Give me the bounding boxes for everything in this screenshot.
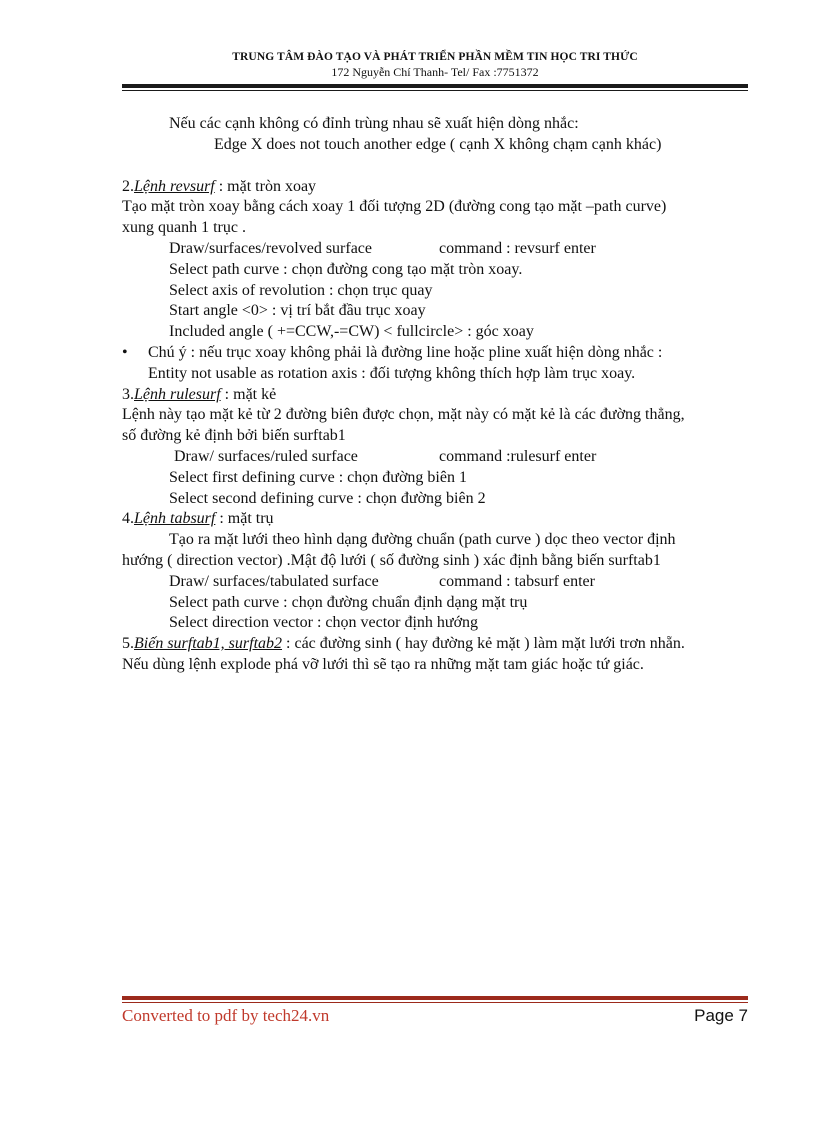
section-2-step-3: Start angle <0> : vị trí bắt đầu trục xoay: [169, 302, 426, 320]
intro-line-1: Nếu các cạnh không có đỉnh trùng nhau sẽ xuất hiện dòng nhắc:: [169, 115, 579, 132]
section-3-desc-1: Lệnh này tạo mặt kẻ từ 2 đường biên được chọn, mặt này có mặt kẻ là các đường thẳng,: [122, 406, 685, 424]
section-2-note: [122, 343, 748, 364]
section-5-subtitle: : các đường sinh ( hay đường kẻ mặt ) làm mặt lưới trơn nhẵn.: [282, 635, 685, 653]
section-3-heading: [122, 385, 748, 406]
section-3-desc-2: số đường kẻ định bởi biến surftab1: [122, 427, 346, 445]
document-body: [122, 114, 748, 676]
section-4-menu-line: [122, 572, 748, 593]
section-2-desc-1: Tạo mặt tròn xoay bằng cách xoay 1 đối tượng 2D (đường cong tạo mặt –path curve): [122, 198, 667, 216]
section-2-step-2: Select axis of revolution : chọn trục quay: [169, 281, 433, 299]
footer-page-number: Page 7: [694, 1006, 748, 1025]
bullet-icon: •: [122, 343, 128, 361]
section-2-heading: [122, 177, 748, 198]
section-3-number: 3.: [122, 385, 134, 403]
section-2-menu-line: [122, 239, 748, 260]
header-organization: TRUNG TÂM ĐÀO TẠO VÀ PHÁT TRIỂN PHẦN MỀM TIN HỌC TRI THỨC: [232, 51, 638, 63]
section-5-heading: [122, 634, 748, 655]
section-2-menu: Draw/surfaces/revolved surface: [169, 239, 373, 257]
section-3-step-1: Select first defining curve : chọn đường biên 1: [169, 468, 467, 486]
section-4-desc-2: hướng ( direction vector) .Mật độ lưới ( số đường sinh ) xác định bằng biến surftab1: [122, 551, 661, 569]
section-2-note-1: Chú ý : nếu trục xoay không phải là đường line hoặc pline xuất hiện dòng nhắc :: [148, 343, 663, 361]
section-3-subtitle: : mặt kẻ: [220, 385, 277, 403]
section-3-command: command :rulesurf enter: [439, 447, 597, 465]
section-2-title: Lệnh revsurf: [134, 177, 215, 195]
section-4-step-1: Select path curve : chọn đường chuẩn định dạng mặt trụ: [169, 593, 528, 611]
section-2-step-1: Select path curve : chọn đường cong tạo mặt tròn xoay.: [169, 260, 523, 278]
section-2-number: 2.: [122, 177, 134, 195]
section-4-step-2: Select direction vector : chọn vector định hướng: [169, 614, 479, 632]
section-3-title: Lệnh rulesurf: [134, 385, 221, 403]
section-3-step-2: Select second defining curve : chọn đường biên 2: [169, 489, 486, 507]
page-header: [122, 50, 748, 80]
footer-converted-by: Converted to pdf by tech24.vn: [122, 1006, 330, 1025]
section-4-desc-1: Tạo ra mặt lưới theo hình dạng đường chuẩn (path curve ) dọc theo vector định: [169, 531, 676, 549]
header-address: 172 Nguyễn Chí Thanh- Tel/ Fax :7751372: [331, 65, 539, 79]
section-4-number: 4.: [122, 510, 134, 528]
section-2-desc-2: xung quanh 1 trục .: [122, 219, 246, 237]
section-4-command: command : tabsurf enter: [439, 572, 595, 590]
section-4-subtitle: : mặt trụ: [215, 510, 274, 528]
section-5-number: 5.: [122, 635, 134, 653]
section-2-command: command : revsurf enter: [439, 239, 596, 257]
section-4-menu: Draw/ surfaces/tabulated surface: [169, 572, 379, 590]
section-4-heading: [122, 509, 748, 530]
section-2-note-2: Entity not usable as rotation axis : đối tượng không thích hợp làm trục xoay.: [148, 364, 636, 382]
section-3-menu: Draw/ surfaces/ruled surface: [174, 447, 358, 465]
section-2-subtitle: : mặt tròn xoay: [214, 177, 317, 195]
header-divider: [122, 84, 748, 91]
intro-line-2: Edge X does not touch another edge ( cạnh X không chạm cạnh khác): [214, 135, 662, 153]
section-4-title: Lệnh tabsurf: [134, 510, 216, 528]
footer-divider: [122, 996, 748, 1003]
section-2-step-4: Included angle ( +=CCW,-=CW) < fullcircle> : góc xoay: [169, 323, 534, 341]
section-3-menu-line: [122, 447, 748, 468]
section-5-title: Biến surftab1, surftab2: [134, 635, 283, 653]
section-5-desc-1: Nếu dùng lệnh explode phá vỡ lưới thì sẽ tạo ra những mặt tam giác hoặc tứ giác.: [122, 655, 644, 673]
